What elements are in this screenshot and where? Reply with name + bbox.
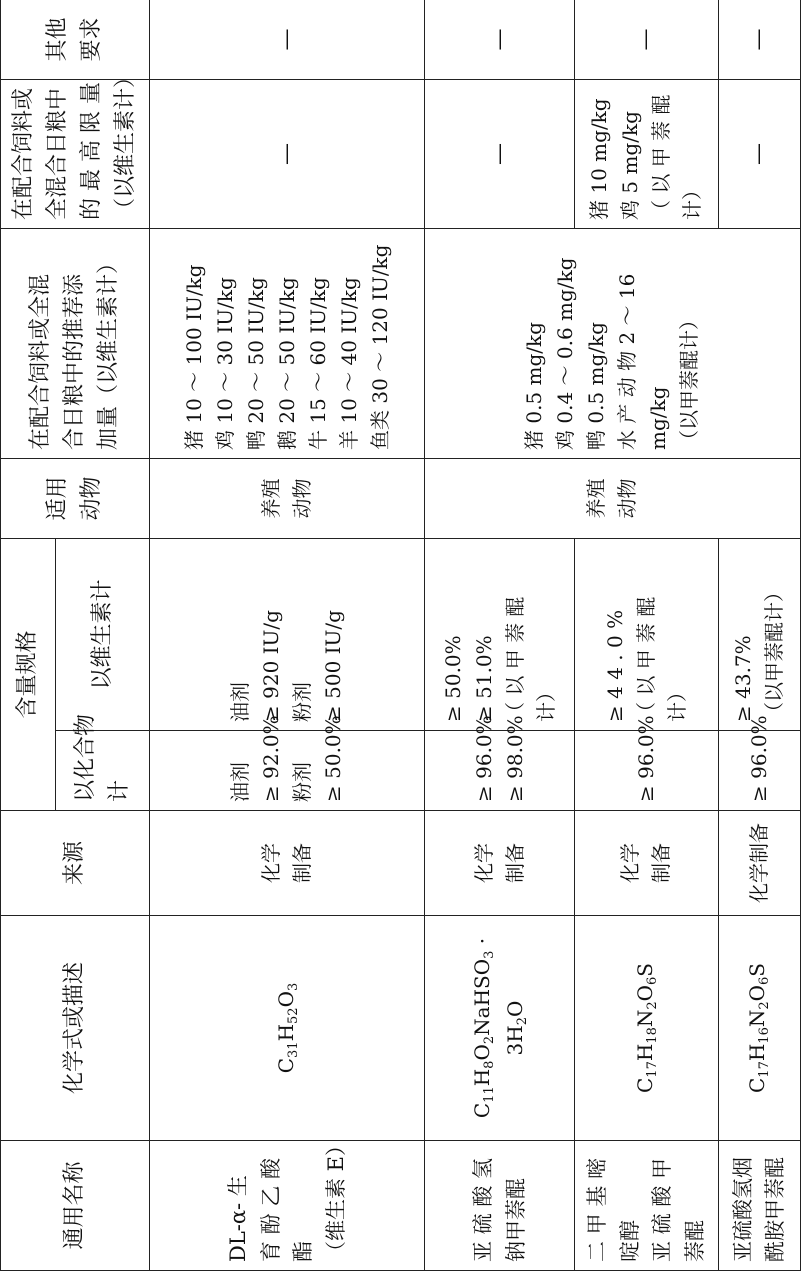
text-line: 的 最 高 限 量 xyxy=(79,82,105,220)
text-line: 养殖 xyxy=(259,478,284,519)
formula-subscript: 2 xyxy=(757,1001,773,1010)
formula-line xyxy=(271,924,304,1132)
formula-subscript: 11 xyxy=(481,1086,497,1103)
text-line: 亚 硫 酸 甲 xyxy=(650,1157,675,1262)
text-line: 动物 xyxy=(615,478,640,519)
cell-max xyxy=(718,79,800,228)
formula-subscript: 2 xyxy=(481,1035,497,1045)
text-line: mg/kg xyxy=(646,386,671,450)
formula-subscript: 31 xyxy=(285,1041,301,1058)
cell-source xyxy=(718,811,800,916)
text-line: ≥ 96.0% xyxy=(746,715,771,802)
text-line: 鸭 0.5 mg/kg xyxy=(584,322,609,450)
text-line: 亚硫酸氢烟 xyxy=(730,1157,755,1262)
text-line: 鹅 20 ～ 50 IU/kg xyxy=(274,277,299,450)
header-name: 通用名称 xyxy=(1,1141,150,1271)
text-line: ≥ 96.0% xyxy=(471,715,496,802)
text-line: 育 酚 乙 酸 xyxy=(258,1157,283,1262)
text-line: ≥ 50.0% xyxy=(321,715,346,802)
formula-text: H xyxy=(273,1023,298,1042)
text-line: — xyxy=(746,28,772,51)
formula-subscript: 8 xyxy=(481,1060,497,1069)
cell-compound xyxy=(575,715,718,811)
formula-text: S xyxy=(632,962,657,977)
text-line: 养殖 xyxy=(584,478,609,519)
formula-text: 3H xyxy=(502,1025,527,1056)
cell-other xyxy=(575,0,718,79)
text-line: 适用 xyxy=(45,476,71,521)
text-line: 猪 10 mg/kg xyxy=(587,98,612,220)
text-line: ≥ 51.0% xyxy=(471,635,496,722)
text-line: ≥ 98.0% xyxy=(502,715,527,802)
table-row xyxy=(425,0,575,1271)
cell-name xyxy=(425,1141,575,1271)
text-line: （ 以 甲 萘 醌 xyxy=(649,94,674,220)
formula-text: · xyxy=(469,937,494,951)
text-line: ≥ 920 IU/g xyxy=(259,610,284,722)
text-line: 全混合日粮中 xyxy=(45,87,71,220)
formula-line xyxy=(630,924,663,1132)
text-line: — xyxy=(274,142,300,165)
cell-animals xyxy=(150,458,425,538)
text-line: 钠甲萘醌 xyxy=(503,1178,528,1262)
formula-subscript: 52 xyxy=(285,1007,301,1024)
header-formula: 化学式或描述 xyxy=(1,916,150,1141)
header-content-spec: 含量规格 xyxy=(1,538,56,810)
text-line: 合日粮中的推荐添 xyxy=(62,273,88,450)
formula-subscript: 17 xyxy=(644,1061,660,1078)
text-line: 计 xyxy=(106,779,132,802)
cell-name xyxy=(718,1141,800,1271)
header-animals xyxy=(1,458,150,538)
text-line: 酯 xyxy=(291,1241,316,1262)
text-line: — xyxy=(633,28,659,51)
formula-text: H xyxy=(632,1043,657,1062)
formula-subscript: 16 xyxy=(757,1027,773,1044)
formula-subscript: 18 xyxy=(644,1027,660,1044)
text-line: 牛 15 ～ 60 IU/kg xyxy=(305,277,330,450)
text-line: ≥ 96.0% xyxy=(633,715,658,802)
cell-source xyxy=(575,811,718,916)
cell-vitamin xyxy=(575,538,718,730)
cell-compound xyxy=(150,715,425,811)
formula-text: H xyxy=(469,1068,494,1087)
cell-other xyxy=(425,0,575,79)
text-line: 水 产 动 物 2 ～ 16 xyxy=(615,273,640,450)
text-line: ≥ 92.0% xyxy=(259,715,284,802)
cell-recommended xyxy=(150,228,425,458)
text-line: 化学制备 xyxy=(746,823,771,903)
text-line: 动物 xyxy=(290,478,315,519)
header-by-vitamin: 以维生素计 xyxy=(55,538,150,730)
text-line: ≥ 500 IU/g xyxy=(321,610,346,722)
formula-subscript: 6 xyxy=(757,976,773,985)
table-row xyxy=(575,0,718,1271)
cell-vitamin xyxy=(718,538,800,730)
cell-vitamin xyxy=(150,538,425,730)
cell-formula xyxy=(150,916,425,1141)
formula-text: O xyxy=(273,991,298,1008)
cell-compound xyxy=(425,715,575,811)
text-line: 二 甲 基 嘧 xyxy=(585,1157,610,1262)
cell-name xyxy=(575,1141,718,1271)
cell-source xyxy=(150,811,425,916)
cell-vitamin xyxy=(425,538,575,730)
text-line: 计） xyxy=(680,179,705,220)
text-line: 粉剂 xyxy=(290,682,315,722)
text-line: 化学 xyxy=(618,843,643,883)
text-line: 在配合饲料或全混 xyxy=(28,273,54,450)
text-line: 鸡 0.4 ～ 0.6 mg/kg xyxy=(553,257,578,450)
text-line: 鱼类 30 ～ 120 IU/kg xyxy=(367,244,392,450)
formula-line xyxy=(500,924,533,1132)
text-line: 猪 0.5 mg/kg xyxy=(522,322,547,450)
formula-text: O xyxy=(502,1000,527,1017)
formula-text: C xyxy=(632,1077,657,1094)
formula-subscript: 17 xyxy=(757,1061,773,1078)
cell-other xyxy=(718,0,800,79)
text-line: （以甲萘醌计） xyxy=(762,582,787,722)
text-line: 粉剂 xyxy=(290,762,315,802)
cell-max xyxy=(425,79,575,228)
formula-text: O xyxy=(632,984,657,1002)
formula-text: N xyxy=(632,1009,657,1028)
text-line: DL-α- 生 xyxy=(226,1175,251,1262)
text-line: 鸡 10 ～ 30 IU/kg xyxy=(212,277,237,450)
formula-subscript: 3 xyxy=(481,950,497,959)
text-line: 萘醌 xyxy=(683,1220,708,1262)
text-line: 鸭 20 ～ 50 IU/kg xyxy=(243,277,268,450)
cell-max xyxy=(150,79,425,228)
cell-source xyxy=(425,811,575,916)
text-line: 计） xyxy=(533,682,558,722)
text-line: 在配合饲料或 xyxy=(11,87,36,220)
formula-text: NaHSO xyxy=(469,958,494,1036)
text-line: 制备 xyxy=(290,843,315,883)
text-line: — xyxy=(274,28,300,51)
text-line: 化学 xyxy=(471,843,496,883)
text-line: 啶醇 xyxy=(617,1220,642,1262)
formula-line xyxy=(467,924,500,1132)
formula-text: N xyxy=(745,1009,770,1028)
formula-line xyxy=(742,924,775,1132)
text-line: 要求 xyxy=(79,17,105,62)
text-line: — xyxy=(486,142,512,165)
formula-text: H xyxy=(745,1043,770,1062)
text-line: ≥ 43.7% xyxy=(731,635,756,722)
text-line: 制备 xyxy=(502,843,527,883)
text-line: （ 以 甲 萘 醌 xyxy=(633,596,658,722)
text-line: 亚 硫 酸 氢 xyxy=(471,1157,496,1262)
text-line: — xyxy=(746,142,772,165)
formula-text: C xyxy=(469,1102,494,1119)
text-line: 制备 xyxy=(649,843,674,883)
cell-animals xyxy=(425,458,800,538)
cell-name xyxy=(150,1134,425,1271)
text-line: — xyxy=(486,28,512,51)
text-line: （以维生素计） xyxy=(113,65,139,220)
formula-text: O xyxy=(745,984,770,1002)
text-line: 酰胺甲萘醌 xyxy=(763,1157,788,1262)
formula-subscript: 3 xyxy=(285,982,301,992)
cell-formula xyxy=(718,916,800,1141)
cell-formula xyxy=(575,916,718,1141)
cell-other xyxy=(150,0,425,79)
text-line: 以化合物 xyxy=(72,713,98,802)
table-row xyxy=(718,0,800,1271)
header-source: 来源 xyxy=(1,811,150,916)
header-recommended xyxy=(1,228,150,458)
text-line: 计） xyxy=(664,682,689,722)
cell-compound xyxy=(718,715,800,811)
header-max xyxy=(1,65,150,228)
text-line: 油剂 xyxy=(228,682,253,722)
text-line: 鸡 5 mg/kg xyxy=(618,111,643,220)
cell-recommended xyxy=(425,228,800,458)
header-by-compound xyxy=(55,713,150,811)
text-line: （维生素 E） xyxy=(323,1134,348,1262)
text-line: 动物 xyxy=(79,476,105,521)
formula-subscript: 6 xyxy=(644,976,660,985)
text-line: 油剂 xyxy=(228,762,253,802)
formula-subscript: 2 xyxy=(514,1016,530,1026)
text-line: 羊 10 ～ 40 IU/kg xyxy=(336,277,361,450)
formula-text: C xyxy=(273,1057,298,1074)
text-line: 化学 xyxy=(259,843,284,883)
formula-subscript: 2 xyxy=(644,1001,660,1010)
text-line: ≥ 4 4 . 0 % xyxy=(602,609,627,722)
text-line: （ 以 甲 萘 醌 xyxy=(502,596,527,722)
text-line: ≥ 50.0% xyxy=(440,635,465,722)
formula-text: S xyxy=(745,962,770,977)
text-line: 其他 xyxy=(45,17,71,62)
formula-text: C xyxy=(745,1077,770,1094)
header-row-1 xyxy=(1,0,56,1271)
text-line: 加量（以维生素计） xyxy=(96,251,122,450)
formula-text: O xyxy=(469,1044,494,1061)
text-line: （以甲萘醌计） xyxy=(677,309,702,450)
cell-formula xyxy=(425,916,575,1141)
table-row xyxy=(150,0,425,1271)
cell-max xyxy=(575,79,718,228)
text-line: 猪 10 ～ 100 IU/kg xyxy=(181,264,206,450)
